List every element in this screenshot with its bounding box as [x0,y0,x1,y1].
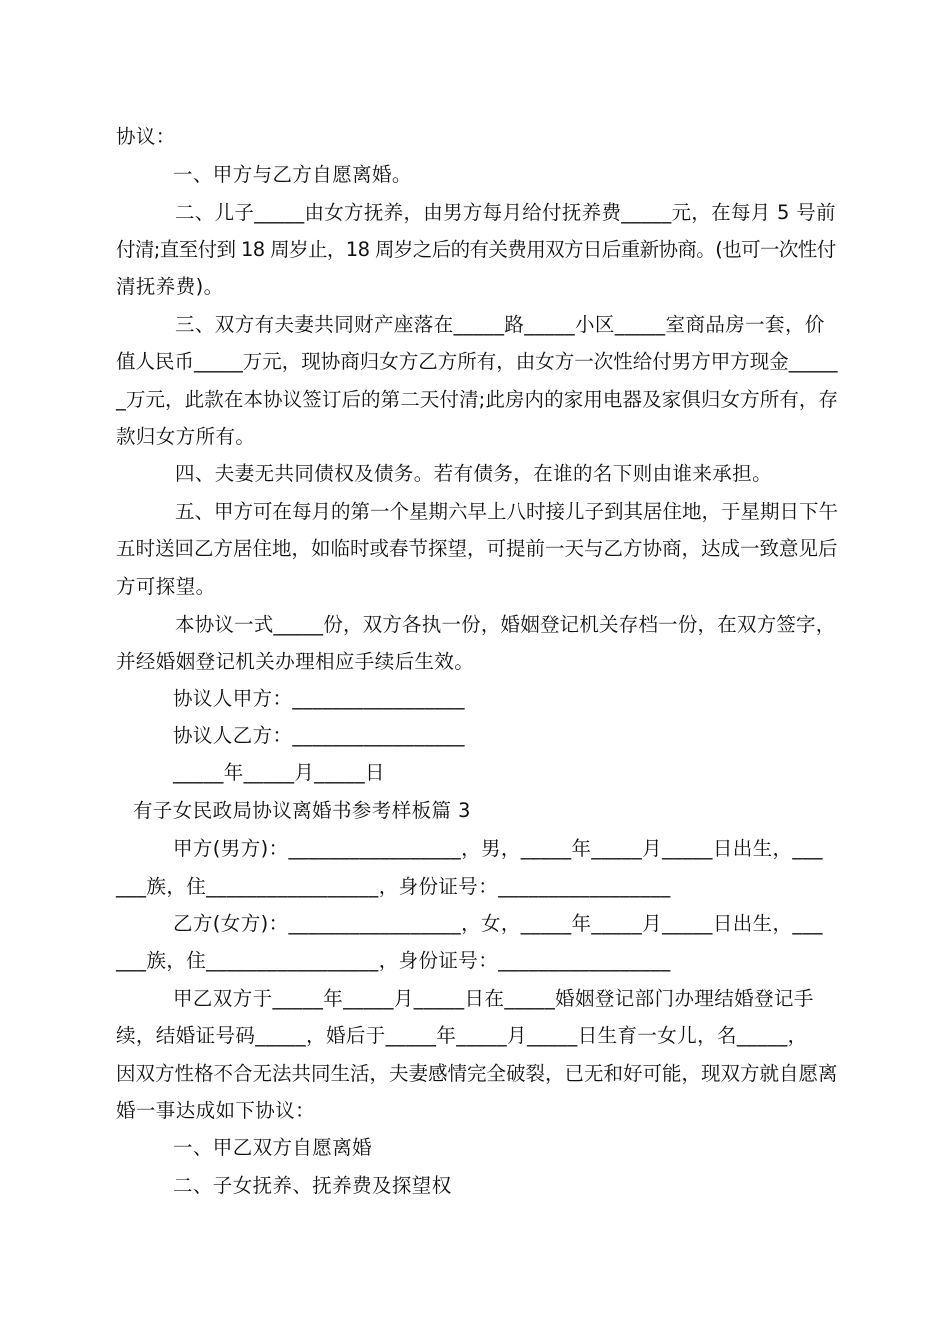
text-line: 本协议一式_____份，双方各执一份，婚姻登记机关存档一份，在双方签字， [175,613,836,636]
text-line: 婚一事达成如下协议： [116,1099,316,1122]
text-line: 四、夫妻无共同债权及债务。若有债务，在谁的名下则由谁来承担。 [175,462,773,485]
text-line: 清抚养费)。 [116,275,224,298]
text-line: 因双方性格不合无法共同生活，夫妻感情完全破裂，已无和好可能，现双方就自愿离 [116,1062,838,1085]
text-line: 续，结婚证号码_____，婚后于_____年_____月_____日生育一女儿，名_____， [116,1024,808,1047]
text-line: ___族，住_________________，身份证号：_________________ [116,875,671,898]
text-line: 甲方(男方)：_________________，男，_____年_____月_____日出生，___ [173,837,823,860]
text-line: 并经婚姻登记机关办理相应手续后生效。 [116,650,475,673]
text-line: ___族，住_________________，身份证号：_________________ [116,949,671,972]
text-line: 付清;直至付到 18 周岁止，18 周岁之后的有关费用双方日后重新协商。(也可一次性付 [116,238,836,261]
text-line: 值人民币_____万元，现协商归女方乙方所有，由女方一次性给付男方甲方现金_____ [116,350,838,373]
text-line: _万元，此款在本协议签订后的第二天付清;此房内的家用电器及家俱归女方所有，存 [116,388,839,411]
text-line: 协议人甲方：_________________ [173,687,465,710]
text-line: _____年_____月_____日 [173,761,385,784]
text-line: 二、儿子_____由女方抚养，由男方每月给付抚养费_____元，在每月 5 号前 [175,201,836,224]
text-line: 甲乙双方于_____年_____月_____日在_____婚姻登记部门办理结婚登记手 [173,987,814,1010]
text-line: 一、甲乙双方自愿离婚 [173,1136,373,1159]
text-line: 协议： [116,125,176,148]
text-line: 一、甲方与乙方自愿离婚。 [173,163,412,186]
text-line: 款归女方所有。 [116,425,256,448]
text-line: 三、双方有夫妻共同财产座落在_____路_____小区_____室商品房一套，价 [175,313,825,336]
section-heading: 有子女民政局协议离婚书参考样板篇 3 [133,799,471,822]
text-line: 方可探望。 [116,575,216,598]
text-line: 协议人乙方：_________________ [173,724,465,747]
text-line: 五时送回乙方居住地，如临时或春节探望，可提前一天与乙方协商，达成一致意见后 [116,537,838,560]
text-line: 二、子女抚养、抚养费及探望权 [173,1174,452,1197]
text-line: 乙方(女方)：_________________，女，_____年_____月_____日出生，___ [173,912,823,935]
text-line: 五、甲方可在每月的第一个星期六早上八时接儿子到其居住地，于星期日下午 [175,500,839,523]
